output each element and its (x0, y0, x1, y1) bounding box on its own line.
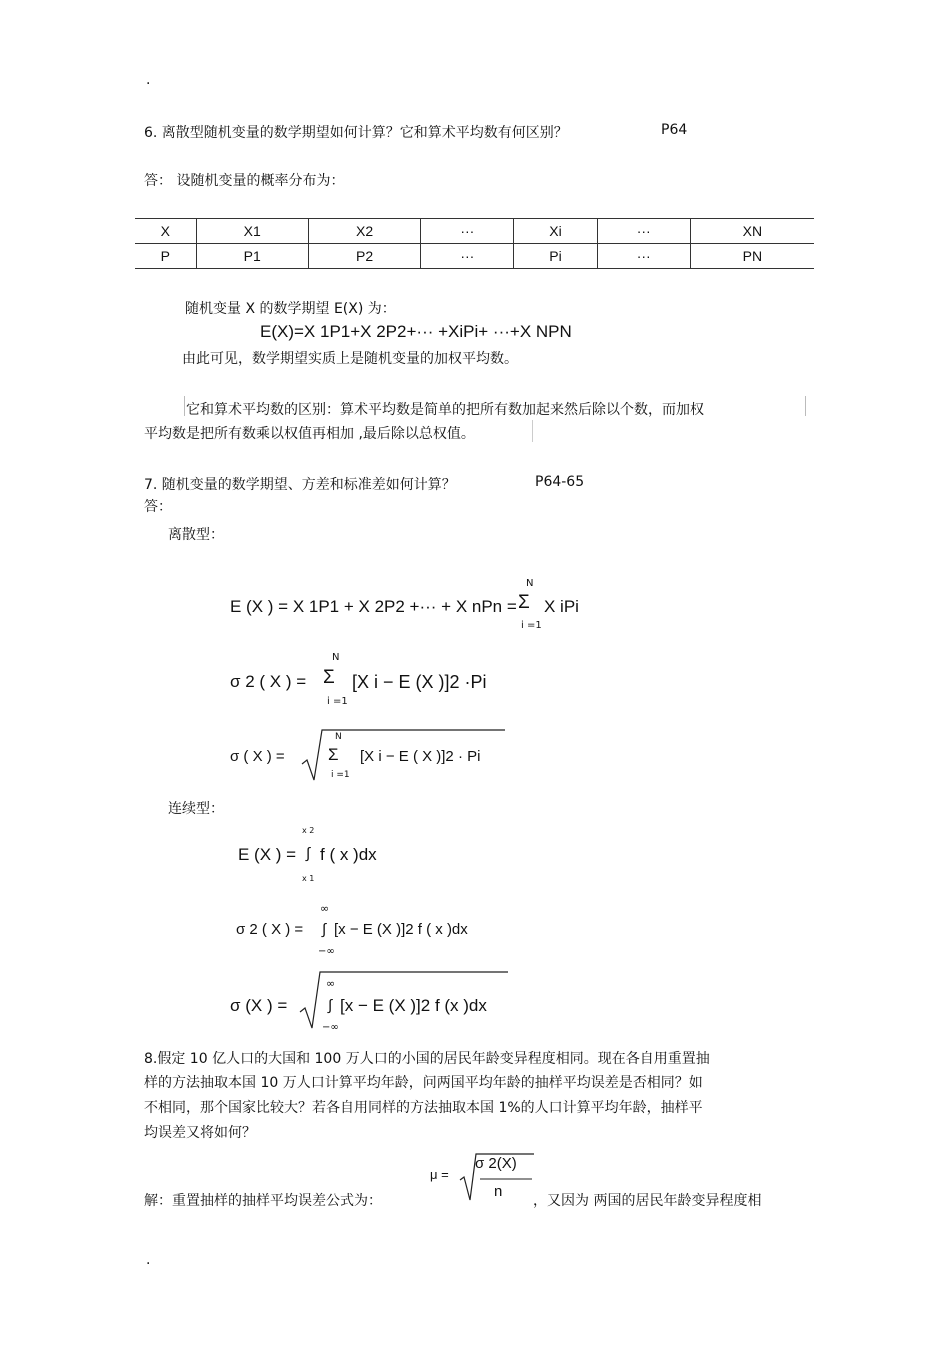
table-cell: X1 (196, 219, 308, 244)
integral-sign: ∫ (322, 921, 327, 938)
table-row (135, 219, 814, 244)
expectation-continuous-lhs: E (X ) = (238, 845, 297, 864)
mu-symbol: μ = (430, 1167, 449, 1182)
table-cell: PN (690, 244, 814, 269)
sum-sign: Σ (323, 667, 335, 688)
solution-prefix: 解：重置抽样的抽样平均误差公式为： (144, 1193, 382, 1209)
integral-upper-limit: ∞ (320, 902, 330, 915)
mu-numerator: σ 2(X) (475, 1155, 517, 1172)
difference-line-1: 它和算术平均数的区别：算术平均数是简单的把所有数加起来然后除以个数，而加权 (186, 402, 704, 418)
sum-upper-limit: N (526, 578, 534, 589)
table-cell: P (135, 244, 196, 269)
question-7: 7. 随机变量的数学期望、方差和标准差如何计算？ (144, 477, 456, 493)
answer-intro-6: 答： 设随机变量的概率分布为： (144, 173, 345, 189)
expectation-discrete-tail: X iPi (544, 597, 579, 616)
table-cell: X2 (308, 219, 420, 244)
sum-upper-limit: N (335, 732, 342, 742)
expectation-discrete-formula: E (X ) = X 1P1 + X 2P2 +··· + X nPn = (230, 597, 517, 616)
table-cell: Pi (514, 244, 597, 269)
sum-upper-limit: N (332, 652, 340, 663)
sum-sign: Σ (328, 745, 339, 764)
expectation-formula: E(X)=X 1P1+X 2P2+··· +XiPi+ ···+X NPN (260, 322, 572, 341)
table-cell: P2 (308, 244, 420, 269)
sd-discrete-lhs: σ ( X ) = (230, 748, 285, 765)
sd-discrete-body: [X i − E ( X )]2 · Pi (360, 748, 481, 765)
question-8-line-4: 均误差又将如何？ (144, 1125, 256, 1141)
table-cell: Xi (514, 219, 597, 244)
footer-dot: . (146, 1252, 151, 1268)
table-cell: P1 (196, 244, 308, 269)
expectation-continuous-body: f ( x )dx (320, 845, 377, 864)
table-cell: X (135, 219, 196, 244)
table-cell: XN (690, 219, 814, 244)
difference-box-edge (532, 420, 533, 442)
expectation-intro: 随机变量 X 的数学期望 E(X) 为： (185, 301, 396, 317)
table-row (135, 244, 814, 269)
table-cell: ··· (597, 244, 690, 269)
variance-discrete-lhs: σ 2 ( X ) = (230, 672, 307, 691)
table-cell: ··· (421, 244, 514, 269)
sd-continuous-lhs: σ (X ) = (230, 996, 288, 1015)
integral-lower-limit: −∞ (322, 1022, 339, 1033)
sum-sign: Σ (518, 592, 530, 613)
sd-continuous-body: [x − E (X )]2 f (x )dx (340, 996, 487, 1015)
table-cell: ··· (421, 219, 514, 244)
question-8-line-1: 8.假定 10 亿人口的大国和 100 万人口的小国的居民年龄变异程度相同。现在各自用重置抽 (144, 1051, 710, 1067)
sum-lower-limit: i =1 (521, 620, 542, 631)
question-6: 6. 离散型随机变量的数学期望如何计算？它和算术平均数有何区别？ (144, 125, 568, 141)
integral-upper-limit: ∞ (326, 977, 336, 990)
page-ref-6: P64 (661, 122, 688, 138)
solution-suffix: ，又因为 两国的居民年龄变异程度相 (533, 1193, 762, 1209)
sum-lower-limit: i =1 (327, 696, 348, 707)
question-8-line-2: 样的方法抽取本国 10 万人口计算平均年龄，问两国平均年龄的抽样平均误差是否相同？如 (144, 1075, 703, 1091)
continuous-label: 连续型： (168, 801, 224, 817)
integral-lower-limit: −∞ (318, 946, 335, 957)
header-dot: . (146, 72, 151, 88)
difference-line-2: 平均数是把所有数乘以权值再相加 ,最后除以总权值。 (144, 426, 475, 442)
integral-upper-limit: x 2 (302, 826, 315, 835)
answer-7: 答： (144, 499, 172, 515)
integral-sign: ∫ (306, 845, 311, 862)
discrete-label: 离散型： (168, 527, 224, 543)
page-ref-7: P64-65 (535, 474, 585, 490)
conclusion-text: 由此可见，数学期望实质上是随机变量的加权平均数。 (182, 351, 518, 367)
sum-lower-limit: i =1 (331, 770, 350, 780)
table-cell: ··· (597, 219, 690, 244)
integral-sign: ∫ (328, 997, 333, 1014)
variance-discrete-body: [X i − E (X )]2 ·Pi (352, 672, 487, 692)
variance-continuous-lhs: σ 2 ( X ) = (236, 921, 304, 938)
mu-denominator: n (494, 1183, 503, 1200)
variance-continuous-body: [x − E (X )]2 f ( x )dx (334, 921, 468, 938)
probability-table (135, 218, 814, 269)
question-8-line-3: 不相同，那个国家比较大？若各自用同样的方法抽取本国 1%的人口计算平均年龄，抽样平 (144, 1100, 703, 1116)
integral-lower-limit: x 1 (302, 874, 315, 883)
